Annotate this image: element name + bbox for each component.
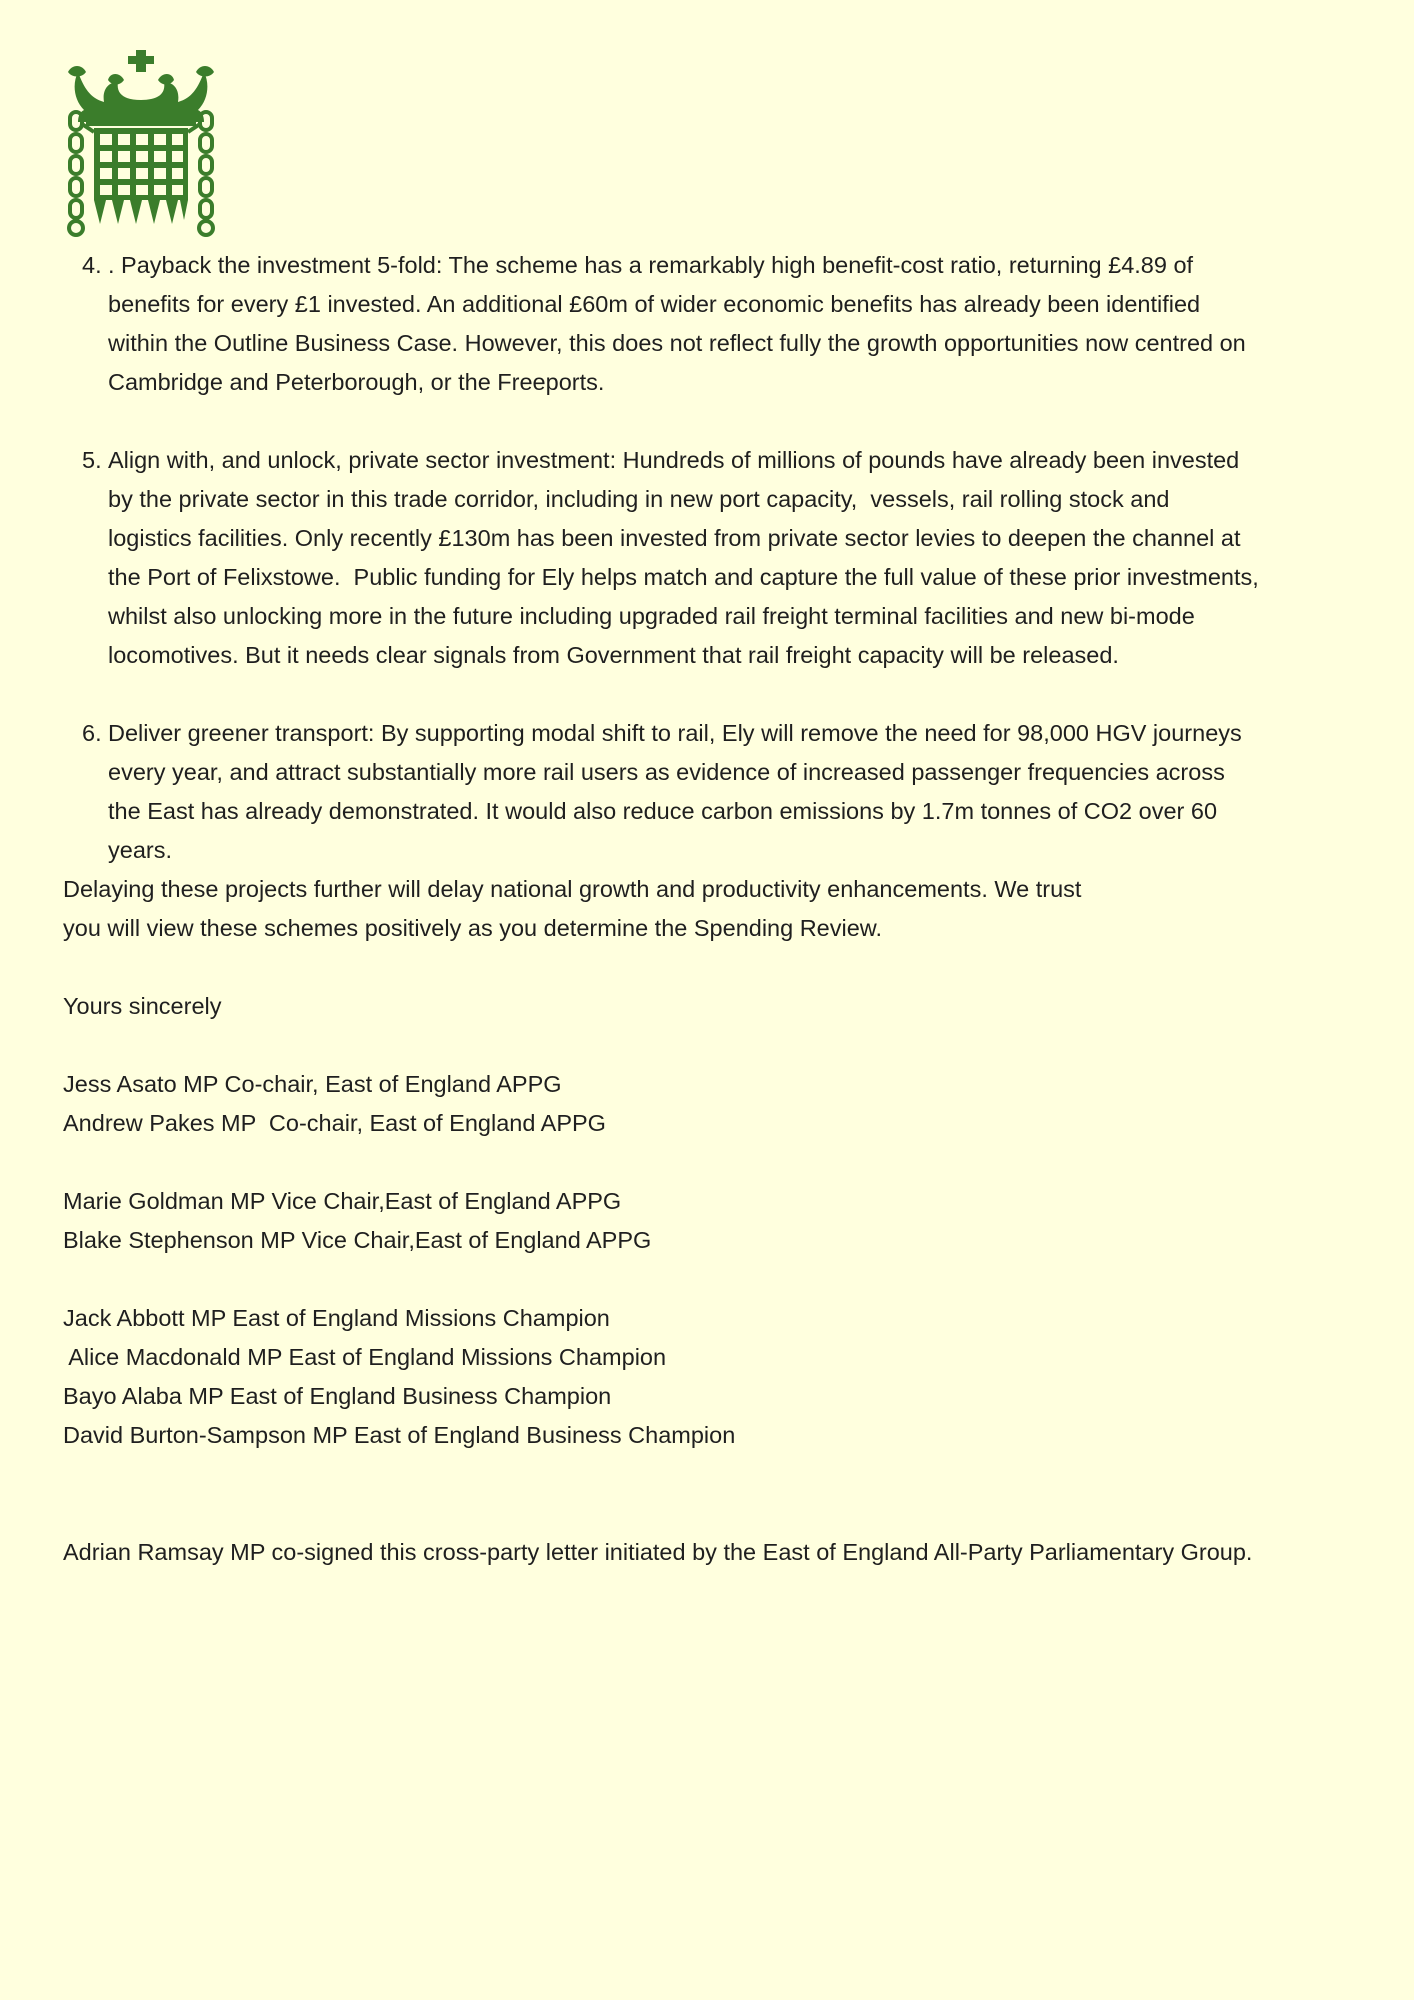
text-line: logistics facilities. Only recently £130m has been invested from private sector levies to deepen the channel at: [108, 525, 1241, 551]
text-line: whilst also unlocking more in the future including upgraded rail freight terminal facilities and new bi-mode: [108, 603, 1195, 629]
signatory: Alice Macdonald MP East of England Missions Champion: [63, 1344, 667, 1370]
text-line: locomotives. But it needs clear signals from Government that rail freight capacity will be released.: [108, 642, 1119, 668]
signatories-cochairs: [63, 1065, 1363, 1143]
text-line: within the Outline Business Case. However, this does not reflect fully the growth opportunities now centred on: [108, 330, 1246, 356]
text-line: Deliver greener transport: By supporting modal shift to rail, Ely will remove the need for 98,000 HGV journeys: [108, 720, 1242, 746]
list-number: 4.: [82, 252, 102, 278]
signatory: Jess Asato MP Co-chair, East of England APPG: [63, 1071, 562, 1097]
list-item-4: [63, 246, 1363, 402]
signatory: Blake Stephenson MP Vice Chair,East of England APPG: [63, 1227, 652, 1253]
text-line: every year, and attract substantially more rail users as evidence of increased passenger frequencies across: [108, 759, 1225, 785]
footer-note: [63, 1533, 1363, 1572]
closing-paragraph: [63, 870, 1363, 948]
text-line: the East has already demonstrated. It would also reduce carbon emissions by 1.7m tonnes of CO2 over 60: [108, 798, 1218, 824]
list-item-5: [63, 441, 1363, 675]
signatory: David Burton-Sampson MP East of England Business Champion: [63, 1422, 736, 1448]
signatory: Jack Abbott MP East of England Missions Champion: [63, 1305, 610, 1331]
list-number: 5.: [82, 447, 102, 473]
signatories-vicechairs: [63, 1182, 1363, 1260]
list-number: 6.: [82, 720, 102, 746]
signoff-text: Yours sincerely: [63, 993, 222, 1019]
letter-body: [63, 246, 1363, 1572]
text-line: Delaying these projects further will delay national growth and productivity enhancements. We trust: [63, 876, 1082, 902]
text-line: Cambridge and Peterborough, or the Freeports.: [108, 369, 605, 395]
signoff: [63, 987, 1363, 1026]
text-line: you will view these schemes positively as you determine the Spending Review.: [63, 915, 883, 941]
portcullis-logo-icon: [64, 50, 218, 238]
list-item-6: [63, 714, 1363, 870]
text-line: the Port of Felixstowe. Public funding for Ely helps match and capture the full value of these prior investments,: [108, 564, 1259, 590]
text-line: . Payback the investment 5-fold: The scheme has a remarkably high benefit-cost ratio, returning £4.89 of: [108, 252, 1194, 278]
text-line: benefits for every £1 invested. An additional £60m of wider economic benefits has already been identified: [108, 291, 1201, 317]
footer-note-text: Adrian Ramsay MP co-signed this cross-party letter initiated by the East of England All-Party Parliamentary Group.: [63, 1539, 1253, 1565]
signatories-champions: [63, 1299, 1363, 1455]
text-line: years.: [108, 837, 172, 863]
signatory: Marie Goldman MP Vice Chair,East of England APPG: [63, 1188, 622, 1214]
text-line: by the private sector in this trade corridor, including in new port capacity, vessels, rail rolling stock and: [108, 486, 1170, 512]
signatory: Bayo Alaba MP East of England Business Champion: [63, 1383, 612, 1409]
signatory: Andrew Pakes MP Co-chair, East of England APPG: [63, 1110, 606, 1136]
text-line: Align with, and unlock, private sector investment: Hundreds of millions of pounds have already been invested: [108, 447, 1240, 473]
